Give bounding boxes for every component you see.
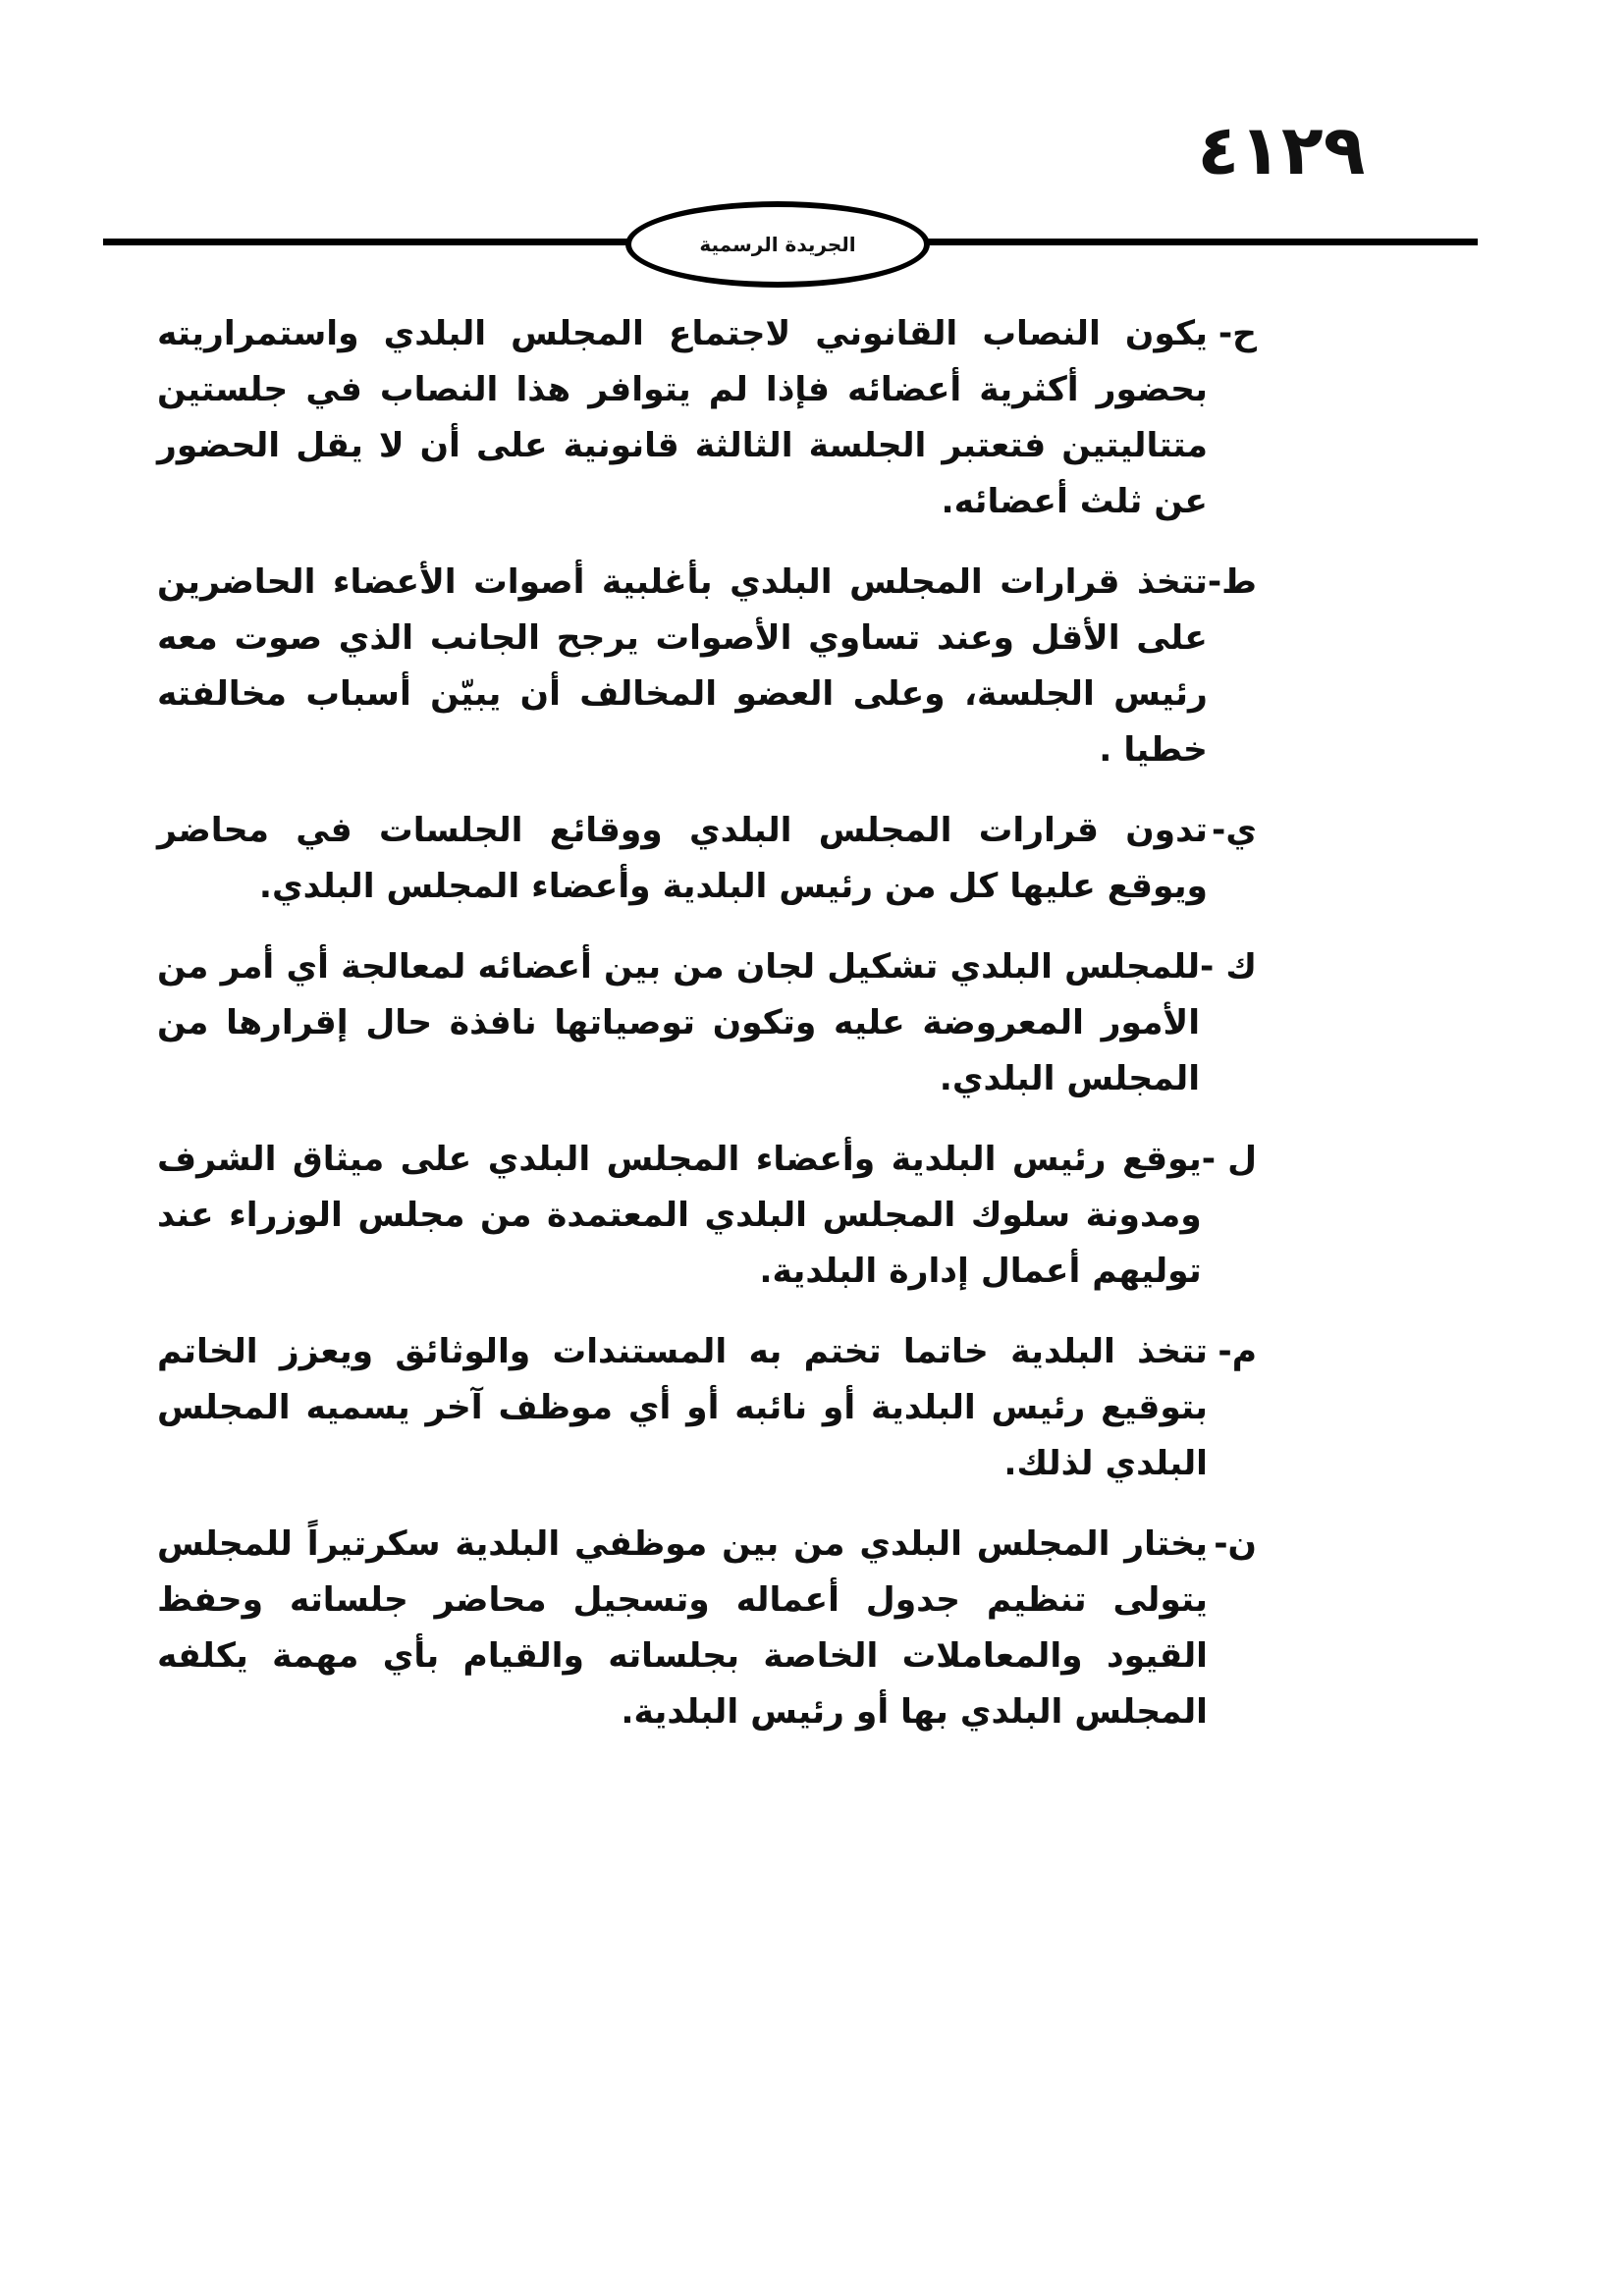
clause-marker: م-: [1218, 1332, 1257, 1371]
clause-text: للمجلس البلدي تشكيل لجان من بين أعضائه لمعالجة أي أمر من الأمور المعروضة عليه وتكون توصياتها نافذة حال إقرارها من المجلس البلدي.: [157, 947, 1201, 1098]
clause-ta: [157, 555, 1257, 778]
clause-text: يختار المجلس البلدي من بين موظفي البلدية سكرتيراً للمجلس يتولى تنظيم جدول أعماله وتسجيل محاضر جلساته وحفظ القيود والمعاملات الخاصة بجلساته والقيام بأي مهمة يكلفه المجلس البلدي بها أو رئيس البلدية.: [157, 1524, 1208, 1732]
clause-text: تدون قرارات المجلس البلدي ووقائع الجلسات في محاضر ويوقع عليها كل من رئيس البلدية وأعضاء المجلس البلدي.: [157, 811, 1208, 906]
clause-marker: ن-: [1214, 1524, 1257, 1564]
clause-nun: [157, 1517, 1257, 1740]
clause-ha: [157, 306, 1257, 530]
clause-text: يوقع رئيس البلدية وأعضاء المجلس البلدي على ميثاق الشرف ومدونة سلوك المجلس البلدي المعتمدة من مجلس الوزراء عند توليهم أعمال إدارة البلدية.: [157, 1140, 1202, 1291]
clause-text: تتخذ قرارات المجلس البلدي بأغلبية أصوات الأعضاء الحاضرين على الأقل وعند تساوي الأصوات يرجح الجانب الذي صوت معه رئيس الجلسة، وعلى العضو المخالف أن يبيّن أسباب مخالفته خطيا .: [157, 562, 1208, 770]
clause-ya: [157, 803, 1257, 915]
clause-marker: ل -: [1201, 1140, 1257, 1179]
gazette-title: الجريدة الرسمية: [699, 233, 856, 256]
clause-text: تتخذ البلدية خاتما تختم به المستندات والوثائق ويعزز الخاتم بتوقيع رئيس البلدية أو نائبه أو أي موظف آخر يسميه المجلس البلدي لذلك.: [157, 1332, 1208, 1483]
clause-lam: [157, 1132, 1257, 1300]
document-body: [157, 306, 1257, 1765]
clause-marker: ك -: [1200, 947, 1257, 987]
page-number: ٤١٢٩: [1197, 110, 1366, 190]
clause-mim: [157, 1324, 1257, 1492]
clause-text: يكون النصاب القانوني لاجتماع المجلس البلدي واستمراريته بحضور أكثرية أعضائه فإذا لم يتوافر هذا النصاب في جلستين متتاليتين فتعتبر الجلسة الثالثة قانونية على أن لا يقل الحضور عن ثلث أعضائه.: [157, 314, 1208, 521]
clause-marker: ح-: [1218, 314, 1257, 353]
clause-marker: ط-: [1207, 562, 1257, 602]
clause-marker: ي-: [1212, 811, 1257, 850]
gazette-title-oval: [625, 201, 930, 288]
clause-kaf: [157, 939, 1257, 1107]
